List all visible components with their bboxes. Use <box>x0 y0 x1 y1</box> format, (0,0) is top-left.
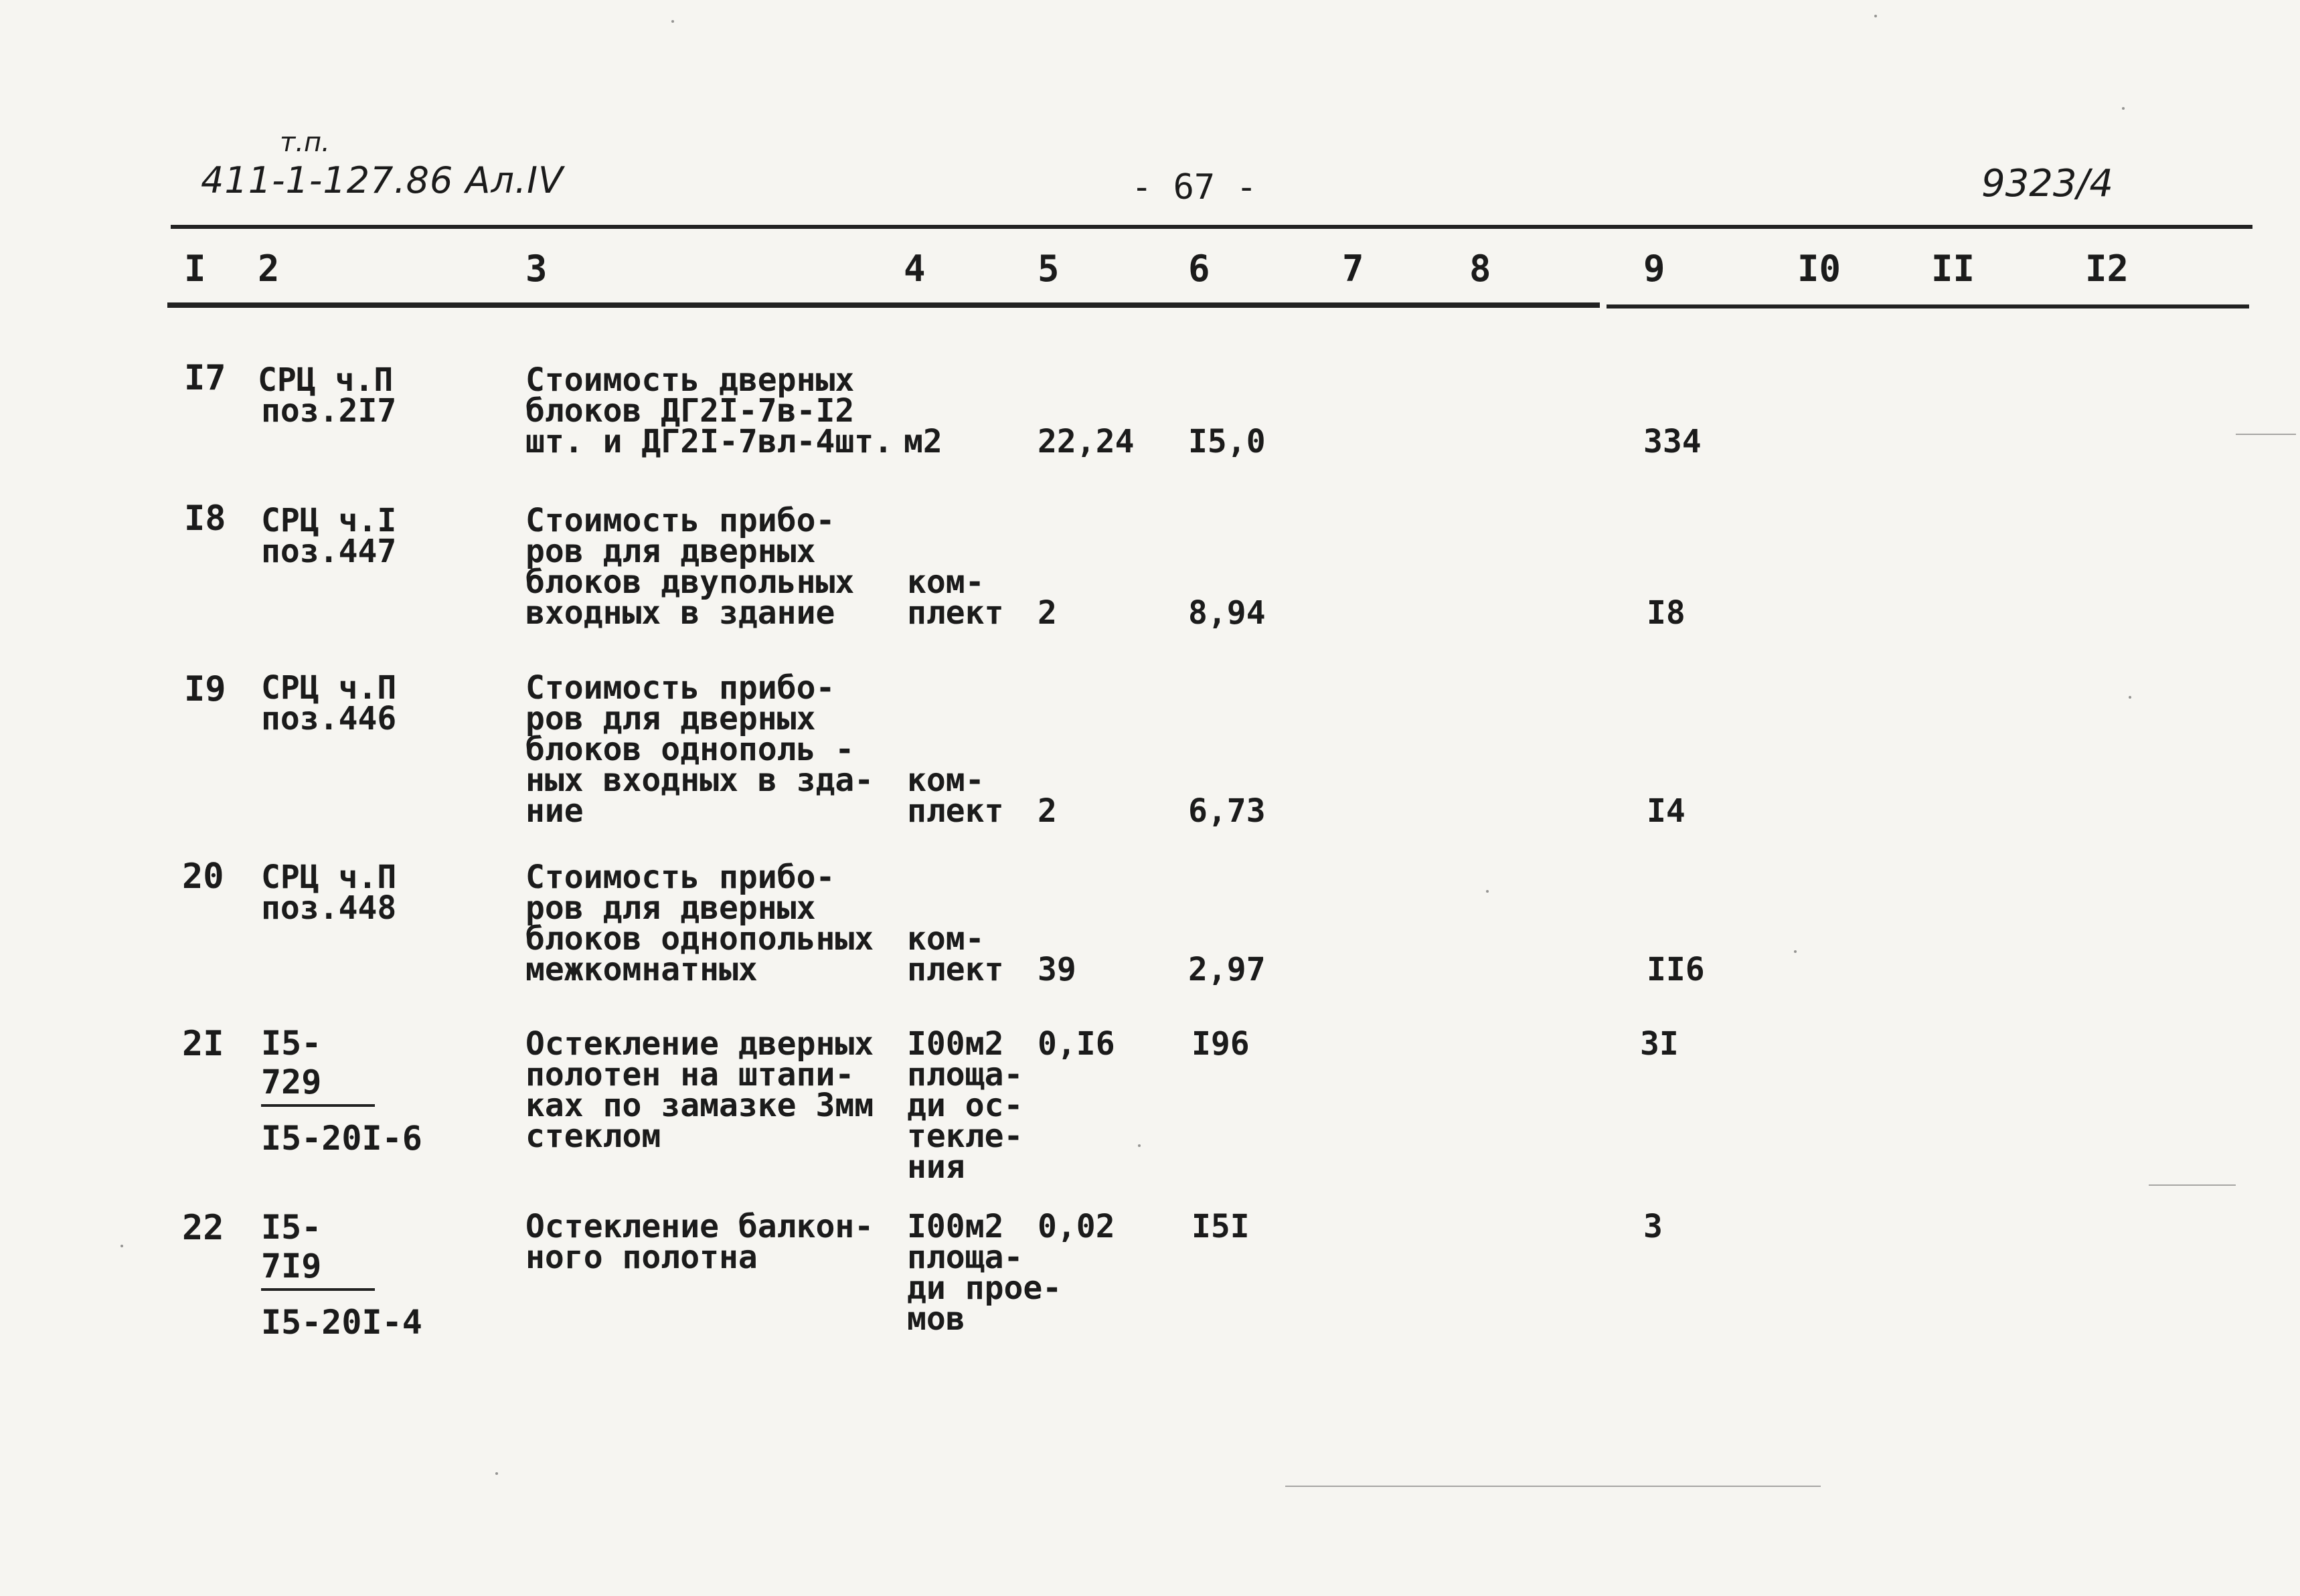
column-header-7: 7 <box>1342 248 1364 290</box>
row-quantity: 0,I6 <box>1038 1025 1115 1063</box>
row-unit-price: 6,73 <box>1188 792 1266 830</box>
row-description: Стоимость прибо- <box>525 502 835 539</box>
row-description: ров для дверных <box>525 889 816 927</box>
row-total: 3I <box>1640 1025 1679 1063</box>
scan-speck <box>2129 696 2131 699</box>
row-description: ние <box>525 792 584 830</box>
column-header-11: II <box>1931 248 1975 290</box>
row-code-denominator: I5-20I-6 <box>261 1119 422 1158</box>
row-unit: ди прое- <box>907 1269 1062 1307</box>
row-total: 3 <box>1643 1208 1663 1245</box>
scan-speck <box>671 20 674 23</box>
row-quantity: 2 <box>1038 792 1057 830</box>
row-unit: мов <box>907 1300 965 1338</box>
row-description: Стоимость прибо- <box>525 669 835 707</box>
table-header-rule <box>167 302 1600 308</box>
row-number: 22 <box>182 1208 224 1248</box>
row-quantity: 22,24 <box>1038 423 1135 460</box>
row-unit-price: I5I <box>1192 1208 1250 1245</box>
row-unit: ди ос- <box>907 1087 1023 1124</box>
row-quantity: 0,02 <box>1038 1208 1115 1245</box>
row-unit: плект <box>907 594 1004 632</box>
row-number: 2I <box>182 1024 224 1064</box>
row-code: СРЦ ч.П <box>261 859 397 896</box>
row-code: поз.446 <box>261 700 397 737</box>
row-code-denominator: I5-20I-4 <box>261 1303 422 1342</box>
row-unit-price: 8,94 <box>1188 594 1266 632</box>
row-code-numerator: I5-729 <box>261 1024 375 1107</box>
row-description: полотен на штапи- <box>525 1056 855 1093</box>
scan-dash-line <box>2236 434 2296 435</box>
row-number: I9 <box>184 669 226 709</box>
column-header-12: I2 <box>2085 248 2129 290</box>
column-header-4: 4 <box>904 248 926 290</box>
header-sheet-number: 9323/4 <box>1981 162 2114 205</box>
row-total: I4 <box>1647 792 1686 830</box>
row-unit: ком- <box>907 920 985 958</box>
row-unit: ком- <box>907 563 985 601</box>
row-unit-price: 2,97 <box>1188 951 1266 988</box>
row-unit: I00м2 <box>907 1208 1004 1245</box>
row-unit: ком- <box>907 762 985 799</box>
row-description: блоков однопольных <box>525 920 874 958</box>
row-description: ров для дверных <box>525 533 816 570</box>
scan-speck <box>120 1245 123 1247</box>
row-code: поз.2I7 <box>261 392 397 430</box>
column-header-1: I <box>184 248 206 290</box>
row-total: 334 <box>1643 423 1702 460</box>
row-unit: площа- <box>907 1239 1023 1276</box>
row-unit: площа- <box>907 1056 1023 1093</box>
row-description: ров для дверных <box>525 700 816 737</box>
row-quantity: 2 <box>1038 594 1057 632</box>
header-doc-number: 411-1-127.86 Ал.IV <box>201 159 564 201</box>
row-unit: текле- <box>907 1118 1023 1155</box>
row-unit-price: I5,0 <box>1188 423 1266 460</box>
row-description: Остекление балкон- <box>525 1208 874 1245</box>
column-header-10: I0 <box>1797 248 1841 290</box>
row-total: I8 <box>1647 594 1686 632</box>
row-code: поз.447 <box>261 533 397 570</box>
scan-speck <box>2122 107 2125 110</box>
row-code: СРЦ ч.I <box>261 502 397 539</box>
row-description: стеклом <box>525 1118 661 1155</box>
row-description: блоков двупольных <box>525 563 855 601</box>
row-unit: ния <box>907 1148 965 1186</box>
row-description: Стоимость прибо- <box>525 859 835 896</box>
row-unit-price: I96 <box>1192 1025 1250 1063</box>
scan-speck <box>1486 890 1489 893</box>
row-description: Остекление дверных <box>525 1025 874 1063</box>
row-code: СРЦ ч.П <box>261 669 397 707</box>
column-header-5: 5 <box>1038 248 1060 290</box>
row-description: входных в здание <box>525 594 835 632</box>
header-tp: т.п. <box>280 127 330 158</box>
row-unit: м2 <box>904 423 942 460</box>
row-code-numerator: I5-7I9 <box>261 1208 375 1291</box>
table-header-rule-right <box>1607 304 2249 308</box>
row-total: II6 <box>1647 951 1705 988</box>
row-unit: плект <box>907 951 1004 988</box>
column-header-9: 9 <box>1643 248 1665 290</box>
row-description: Стоимость дверных <box>525 361 855 399</box>
row-description: ного полотна <box>525 1239 758 1276</box>
scan-speck <box>1874 15 1877 17</box>
row-description: шт. и ДГ2I-7вл-4шт. <box>525 423 894 460</box>
row-code-fraction <box>261 1208 422 1342</box>
scan-speck <box>1794 950 1797 953</box>
scan-speck <box>495 1472 498 1475</box>
row-code: поз.448 <box>261 889 397 927</box>
row-code-fraction <box>261 1024 422 1158</box>
header-page-number: - 67 - <box>1131 167 1257 207</box>
row-description: блоков однополь - <box>525 731 855 768</box>
row-quantity: 39 <box>1038 951 1076 988</box>
row-description: ных входных в зда- <box>525 762 874 799</box>
scan-dash-line <box>2149 1184 2236 1186</box>
column-header-6: 6 <box>1188 248 1210 290</box>
row-number: 20 <box>182 857 224 897</box>
row-description: ках по замазке 3мм <box>525 1087 874 1124</box>
table-top-rule <box>171 225 2252 229</box>
column-header-2: 2 <box>258 248 280 290</box>
row-unit: I00м2 <box>907 1025 1004 1063</box>
row-unit: плект <box>907 792 1004 830</box>
scan-dash-line <box>1285 1486 1821 1487</box>
row-description: блоков ДГ2I-7в-I2 <box>525 392 855 430</box>
column-header-3: 3 <box>525 248 548 290</box>
row-number: I7 <box>184 358 226 398</box>
row-description: межкомнатных <box>525 951 758 988</box>
row-number: I8 <box>184 499 226 539</box>
row-code: СРЦ ч.П <box>258 361 394 399</box>
column-header-8: 8 <box>1469 248 1491 290</box>
scan-speck <box>1138 1144 1141 1147</box>
